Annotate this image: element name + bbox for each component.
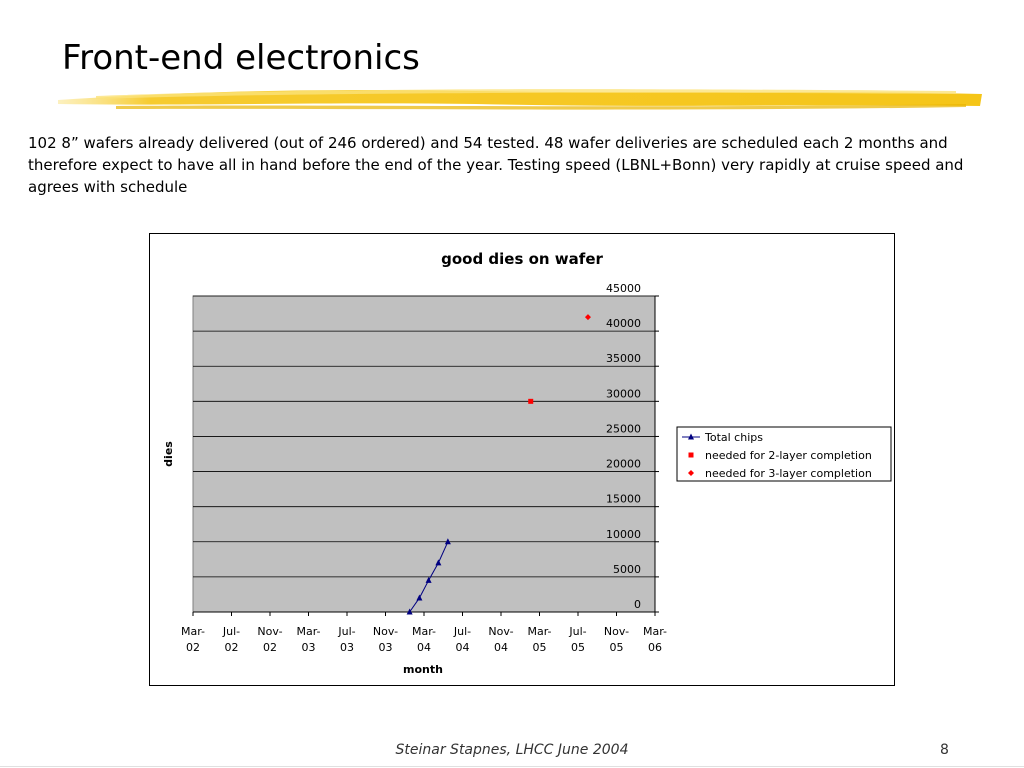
legend-entry-label: needed for 2-layer completion — [705, 449, 872, 462]
y-tick-label: 25000 — [606, 422, 641, 436]
x-tick-label: Jul-03 — [338, 625, 356, 654]
x-tick-label: Jul-02 — [222, 625, 241, 654]
y-tick-label: 0 — [634, 598, 641, 611]
footer-author: Steinar Stapnes, LHCC June 2004 — [395, 742, 629, 758]
title-underline-brushstroke — [56, 82, 986, 116]
x-tick-label: Nov-02 — [257, 625, 283, 654]
legend-entry-label: Total chips — [705, 431, 763, 444]
legend-marker-swatch — [689, 453, 694, 458]
y-tick-label: 45000 — [606, 282, 641, 295]
page-number: 8 — [940, 742, 949, 758]
y-tick-label: 5000 — [613, 562, 641, 576]
x-tick-label: Nov-05 — [603, 625, 630, 654]
y-tick-label: 40000 — [606, 317, 641, 331]
chart-svg — [150, 234, 894, 685]
y-tick-label: 10000 — [606, 527, 641, 541]
x-tick-label: Jul-04 — [453, 625, 472, 654]
data-point — [528, 399, 533, 404]
y-tick-label: 35000 — [606, 352, 641, 366]
x-tick-label: Mar-03 — [296, 625, 321, 654]
y-tick-label: 20000 — [606, 457, 641, 471]
legend-entry-label: needed for 3-layer completion — [705, 467, 872, 480]
footer-divider — [0, 766, 1024, 767]
chart-title: good dies on wafer — [441, 250, 603, 268]
chart-container — [149, 233, 895, 686]
x-tick-label: Mar-04 — [411, 625, 437, 654]
y-tick-label: 15000 — [606, 492, 641, 506]
slide-title: Front-end electronics — [62, 38, 420, 78]
y-axis-label: dies — [162, 441, 175, 467]
x-tick-label: Mar-06 — [642, 625, 668, 654]
body-paragraph: 102 8” wafers already delivered (out of 246 ordered) and 54 tested. 48 wafer deliveries are scheduled each 2 months and therefore expect to have all in hand before the end of the year. Testing speed (LBNL+Bonn) very rapidly at cruise speed and agrees with schedule — [28, 134, 964, 196]
plot-area — [193, 296, 655, 612]
x-tick-label: Mar-05 — [527, 625, 552, 654]
x-tick-label: Nov-03 — [372, 625, 399, 654]
y-tick-label: 30000 — [606, 387, 641, 401]
x-tick-label: Nov-04 — [488, 625, 514, 654]
x-tick-label: Mar-02 — [180, 625, 206, 654]
x-axis-label: month — [403, 663, 443, 676]
x-tick-label: Jul-05 — [569, 625, 587, 654]
